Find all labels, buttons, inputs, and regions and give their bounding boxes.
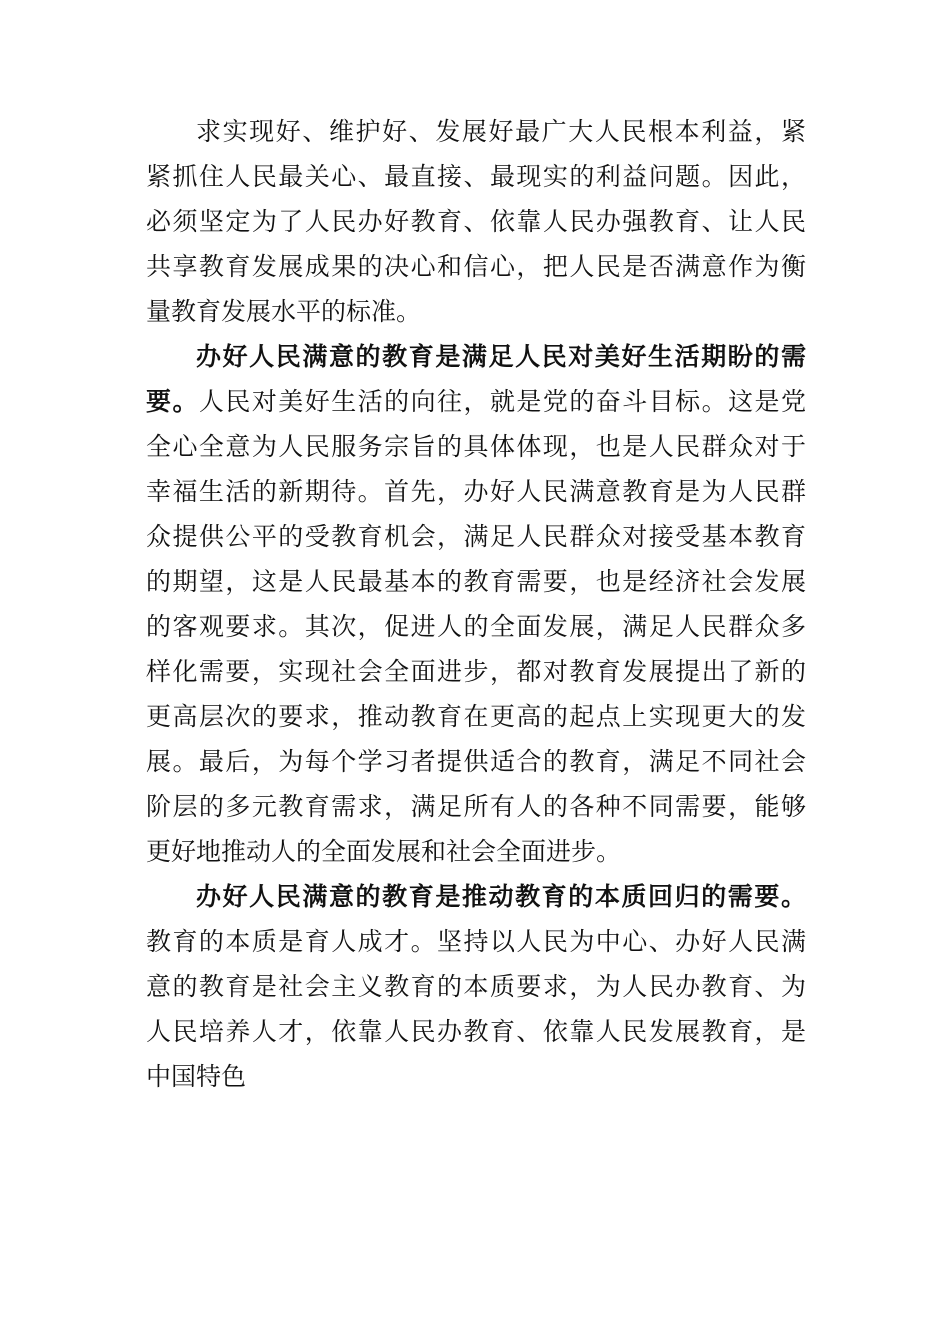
text-line: 教育的本质是育人成才。坚持以人民为中心、办好人民满 (146, 927, 806, 956)
paragraph-2-line-7 (0, 607, 950, 647)
text-line: 众提供公平的受教育机会，满足人民群众对接受基本教育 (146, 522, 806, 551)
paragraph-2-line-6 (0, 562, 950, 602)
section-heading-end: 要。 (146, 387, 199, 416)
text-line: 展。最后，为每个学习者提供适合的教育，满足不同社会 (146, 747, 806, 776)
text-line: 意的教育是社会主义教育的本质要求，为人民办教育、为 (146, 972, 806, 1001)
paragraph-2-line-9 (0, 697, 950, 737)
text-line: 求实现好、维护好、发展好最广大人民根本利益，紧 (196, 117, 806, 146)
text-line-mixed (146, 382, 806, 422)
paragraph-3-heading (0, 877, 950, 917)
paragraph-3-line-4 (0, 1012, 950, 1052)
paragraph-1-line-1 (0, 112, 950, 152)
paragraph-2-line-8 (0, 652, 950, 692)
text-line: 样化需要，实现社会全面进步，都对教育发展提出了新的 (146, 657, 806, 686)
paragraph-2-line-12 (0, 832, 950, 872)
paragraph-3-line-5 (0, 1057, 950, 1097)
text-line: 更好地推动人的全面发展和社会全面进步。 (146, 837, 622, 866)
text-line: 人民对美好生活的向往，就是党的奋斗目标。这是党 (198, 387, 806, 416)
text-line: 必须坚定为了人民办好教育、依靠人民办强教育、让人民 (146, 207, 806, 236)
text-line: 阶层的多元教育需求，满足所有人的各种不同需要，能够 (146, 792, 806, 821)
text-line: 更高层次的要求，推动教育在更高的起点上实现更大的发 (146, 702, 806, 731)
paragraph-2-line-3 (0, 427, 950, 467)
paragraph-3-line-2 (0, 922, 950, 962)
paragraph-1-line-2 (0, 157, 950, 197)
paragraph-3-line-3 (0, 967, 950, 1007)
text-line: 共享教育发展成果的决心和信心，把人民是否满意作为衡 (146, 252, 806, 281)
text-line: 的客观要求。其次，促进人的全面发展，满足人民群众多 (146, 612, 806, 641)
paragraph-1-line-5 (0, 292, 950, 332)
paragraph-2-line-11 (0, 787, 950, 827)
paragraph-1-line-3 (0, 202, 950, 242)
text-line: 人民培养人才，依靠人民办教育、依靠人民发展教育，是 (146, 1017, 806, 1046)
paragraph-1-line-4 (0, 247, 950, 287)
section-heading: 办好人民满意的教育是推动教育的本质回归的需要。 (196, 882, 806, 911)
text-line: 紧抓住人民最关心、最直接、最现实的利益问题。因此， (146, 162, 806, 191)
text-line: 量教育发展水平的标准。 (146, 297, 422, 326)
text-line: 全心全意为人民服务宗旨的具体体现，也是人民群众对于 (146, 432, 806, 461)
paragraph-2-line-4 (0, 472, 950, 512)
paragraph-2-heading-line-1 (0, 337, 950, 377)
text-line: 幸福生活的新期待。首先，办好人民满意教育是为人民群 (146, 477, 806, 506)
text-line: 中国特色 (146, 1062, 247, 1091)
text-line: 的期望，这是人民最基本的教育需要，也是经济社会发展 (146, 567, 806, 596)
paragraph-2-line-5 (0, 517, 950, 557)
paragraph-2-line-10 (0, 742, 950, 782)
section-heading: 办好人民满意的教育是满足人民对美好生活期盼的需 (196, 342, 806, 371)
paragraph-2-line-2 (0, 382, 950, 422)
